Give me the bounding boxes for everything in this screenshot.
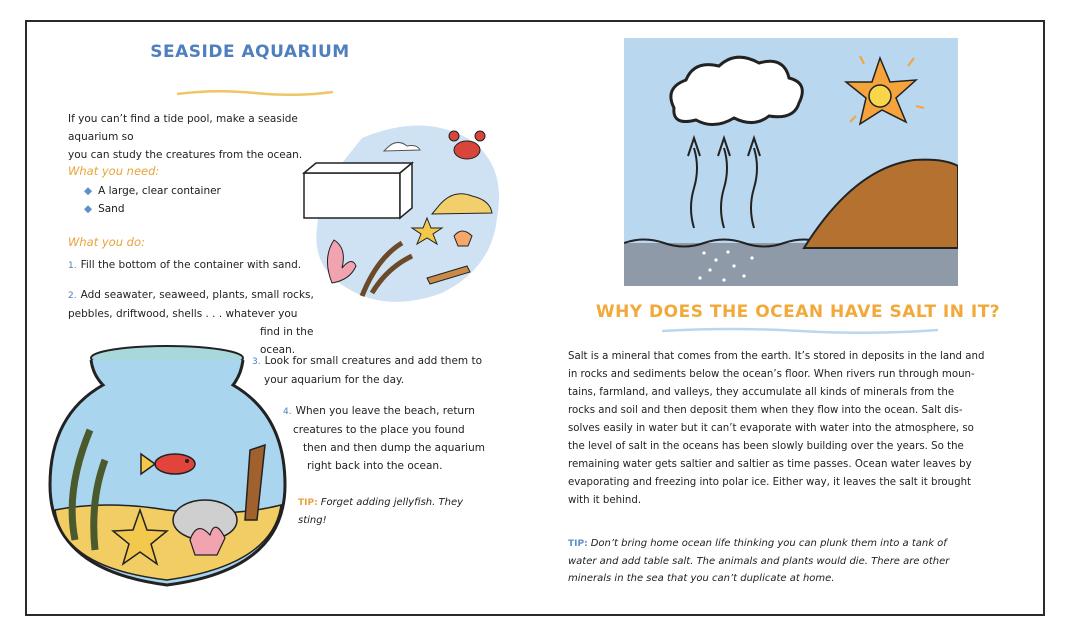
beach-items-illustration xyxy=(292,118,512,308)
salt-paragraph: Salt is a mineral that comes from the earth. It’s stored in deposits in the land and in rocks and sediments below the ocean’s floor. When rivers run through moun- tains, farmland, and valleys, they accumulate all kinds of minerals from the rocks and soil and then deposit them when they flow into the ocean. Salt dis- solves easily in water but it can’t evaporate with water into the atmosphere, so the level of salt in the oceans has been slowly building over the years. So the remaining water gets saltier and saltier as time passes. Ocean water leaves by evaporating and freezing into polar ice. Either way, it leaves the salt it brought with it behind. xyxy=(568,351,985,506)
water-cycle-illustration xyxy=(624,38,958,286)
list-item: ◆ A large, clear container xyxy=(84,185,221,197)
intro-text: If you can’t find a tide pool, make a seaside aquarium so you can study the creatures from the ocean. xyxy=(68,113,303,161)
need-list xyxy=(84,182,221,218)
do-heading: What you do: xyxy=(68,235,145,249)
shell-icon xyxy=(454,231,472,246)
title-underline-right xyxy=(660,326,940,336)
step-2: 2. Add seawater, seaweed, plants, small rocks, pebbles, driftwood, shells . . . whatever you find in the ocean. xyxy=(68,289,314,356)
list-item: ◆ Sand xyxy=(84,203,125,215)
step-3: 3. Look for small creatures and add them to your aquarium for the day. xyxy=(252,355,483,386)
need-heading: What you need: xyxy=(68,164,160,178)
step-1: 1. Fill the bottom of the container with sand. xyxy=(68,259,302,271)
step-4: 4. When you leave the beach, return creatures to the place you found then and then dump the aquarium right back into the ocean. xyxy=(283,405,485,472)
fishbowl-illustration xyxy=(45,340,295,590)
title-underline-left xyxy=(175,88,335,98)
container-icon xyxy=(304,163,412,218)
right-title: WHY DOES THE OCEAN HAVE SALT IN IT? xyxy=(595,302,1001,322)
left-title: SEASIDE AQUARIUM xyxy=(150,42,350,62)
tip-right: TIP: Don’t bring home ocean life thinking you can plunk them into a tank of water and add table salt. The animals and plants would die. There are other minerals in the sea that you can’t duplicate at home. xyxy=(568,538,950,584)
tip-left: TIP: Forget adding jellyfish. They sting! xyxy=(298,497,464,526)
